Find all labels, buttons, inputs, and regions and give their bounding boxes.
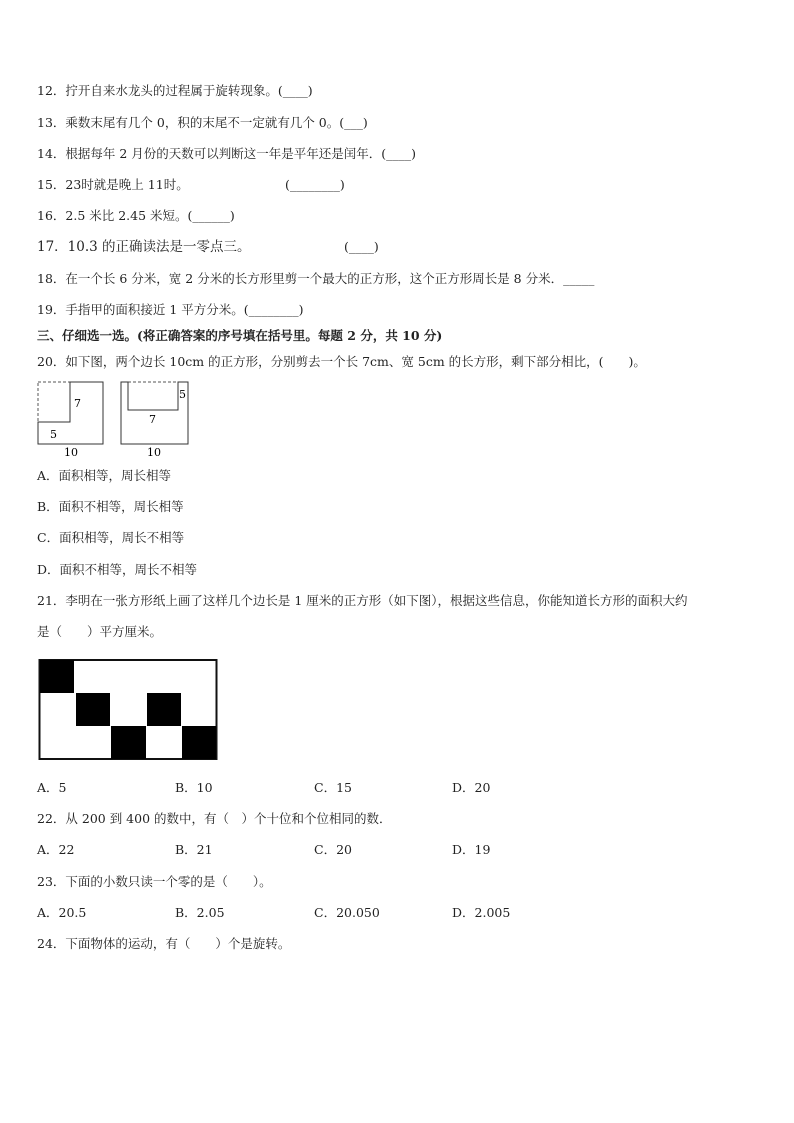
question-19: 19．手指甲的面积接近 1 平方分米。(________)	[37, 302, 304, 317]
q20-figure-2	[121, 382, 188, 457]
fig2-base-label: 10	[147, 446, 161, 457]
question-21-stem-line-1: 21．李明在一张方形纸上画了这样几个边长是 1 厘米的正方形（如下图），根据这些信息，你能知道长方形的面积大约	[37, 593, 688, 608]
q21-option-a[interactable]: A．5	[37, 780, 67, 795]
black-square	[111, 726, 146, 759]
q22-option-d[interactable]: D．19	[452, 842, 491, 857]
question-23-stem: 23．下面的小数只读一个零的是（ ）。	[37, 874, 272, 889]
q20-figure-1	[38, 382, 103, 457]
question-14: 14．根据每年 2 月份的天数可以判断这一年是平年还是闰年．(____)	[37, 146, 417, 161]
question-24-stem: 24．下面物体的运动，有（ ）个是旋转。	[37, 936, 291, 951]
q21-rectangle-figure	[38, 658, 220, 762]
fig2-side-label: 5	[179, 388, 186, 401]
question-15-blank[interactable]: (________)	[285, 177, 345, 192]
question-13: 13．乘数末尾有几个 0，积的末尾不一定就有几个 0。(___)	[37, 115, 368, 130]
question-17-blank[interactable]: (____)	[344, 239, 379, 254]
q20-option-c[interactable]: C．面积相等，周长不相等	[37, 530, 185, 545]
q23-option-d[interactable]: D．2.005	[452, 905, 511, 920]
question-16: 16．2.5 米比 2.45 米短。(______)	[37, 208, 235, 223]
q23-option-b[interactable]: B．2.05	[175, 905, 225, 920]
fig1-bottom-label: 5	[50, 428, 57, 441]
q23-option-a[interactable]: A．20.5	[37, 905, 87, 920]
black-square	[182, 726, 216, 759]
q23-option-c[interactable]: C．20.050	[314, 905, 380, 920]
fig1-base-label: 10	[64, 446, 78, 457]
q21-option-d[interactable]: D．20	[452, 780, 491, 795]
black-square	[147, 693, 181, 726]
q20-option-a[interactable]: A．面积相等，周长相等	[37, 468, 172, 483]
q22-option-a[interactable]: A．22	[37, 842, 75, 857]
question-21-stem-line-2: 是（ ）平方厘米。	[37, 624, 163, 639]
q21-option-c[interactable]: C．15	[314, 780, 352, 795]
question-20-stem: 20．如下图，两个边长 10cm 的正方形，分别剪去一个长 7cm、宽 5cm 的长方形，剩下部分相比，( )。	[37, 354, 646, 369]
q20-figures	[33, 377, 203, 457]
question-18: 18．在一个长 6 分米，宽 2 分米的长方形里剪一个最大的正方形，这个正方形周长是 8 分米．_____	[37, 271, 595, 286]
fig2-inner-label: 7	[149, 413, 156, 426]
q20-option-d[interactable]: D．面积不相等，周长不相等	[37, 562, 198, 577]
black-square	[76, 693, 110, 726]
section-header: 三、仔细选一选。(将正确答案的序号填在括号里。每题 2 分，共 10 分)	[37, 328, 443, 343]
question-22-stem: 22．从 200 到 400 的数中，有（ ）个十位和个位相同的数．	[37, 811, 392, 826]
question-15: 15．23时就是晚上 11时。	[37, 177, 189, 192]
q20-option-b[interactable]: B．面积不相等，周长相等	[37, 499, 184, 514]
question-12: 12．拧开自来水龙头的过程属于旋转现象。(____)	[37, 83, 313, 98]
q22-option-c[interactable]: C．20	[314, 842, 352, 857]
q21-option-b[interactable]: B．10	[175, 780, 213, 795]
question-17: 17．10.3 的正确读法是一零点三。	[37, 239, 251, 255]
q22-option-b[interactable]: B．21	[175, 842, 213, 857]
black-square	[40, 660, 74, 693]
fig1-side-label: 7	[74, 397, 81, 410]
